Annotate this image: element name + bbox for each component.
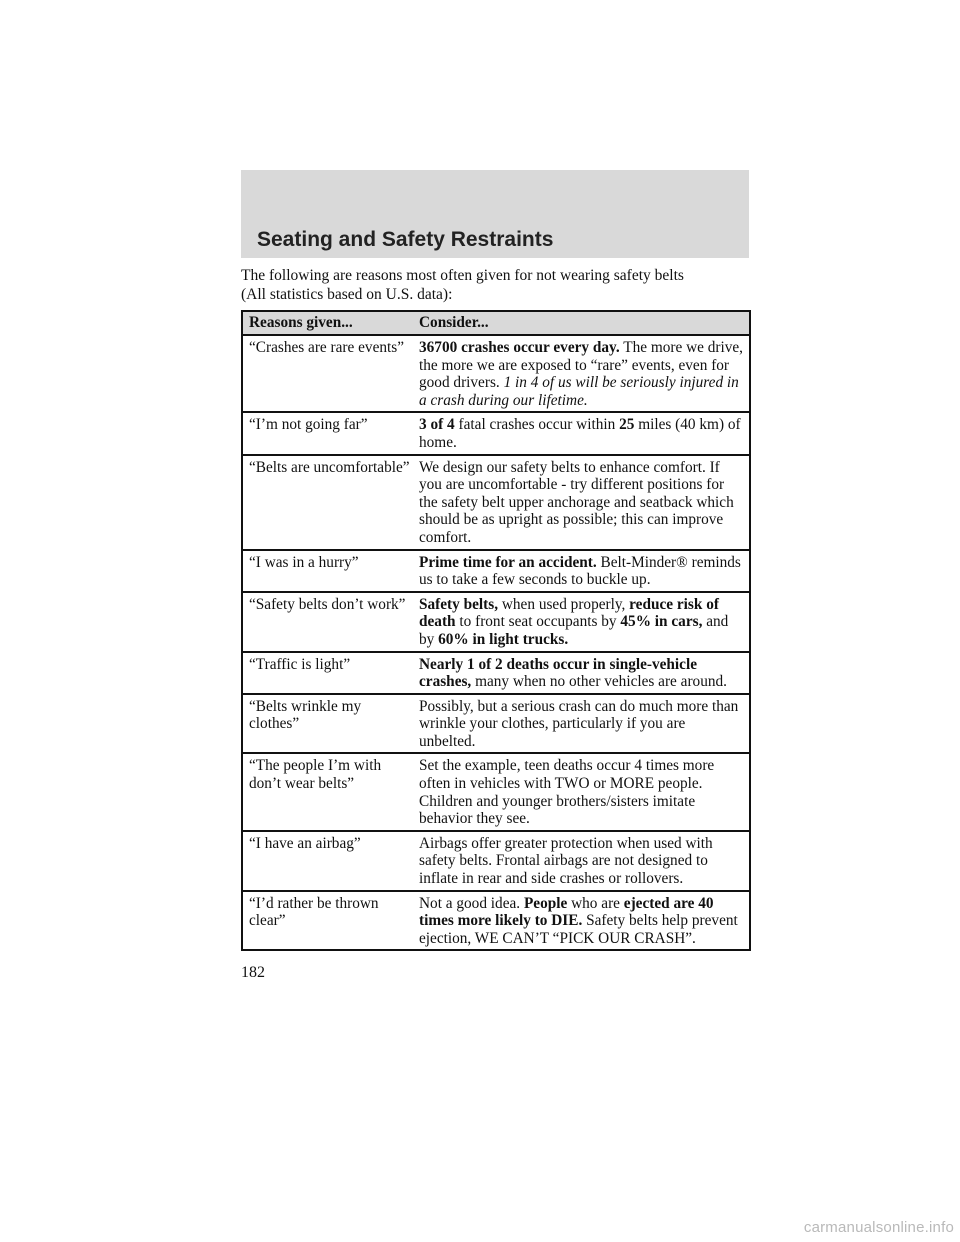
consider-cell — [419, 335, 750, 412]
consider-cell — [419, 592, 750, 652]
consider-cell — [419, 652, 750, 694]
consider-text-normal: Possibly, but a serious crash can do much more than wrinkle your clothes, particularly if you are unbelted. — [419, 697, 739, 750]
consider-text-bold: 3 of 4 — [419, 416, 455, 434]
consider-text-normal: miles (40 km) of home. — [419, 416, 741, 451]
consider-text-normal: fatal crashes occur within — [458, 416, 616, 434]
table-row — [242, 592, 750, 652]
section-title: Seating and Safety Restraints — [257, 228, 554, 251]
consider-cell — [419, 891, 750, 951]
reason-cell: “I was in a hurry” — [242, 550, 419, 592]
consider-text-normal: Safety belts help prevent ejection, WE CAN’T “PICK OUR CRASH”. — [419, 912, 738, 947]
consider-text-bold: 25 — [619, 416, 635, 434]
reason-cell: “I’m not going far” — [242, 412, 419, 454]
consider-text-normal: when used properly, — [501, 595, 626, 613]
consider-text-normal: Airbags offer greater protection when used with safety belts. Frontal airbags are not designed to inflate in rear and side crashes or rollovers. — [419, 834, 713, 888]
page-number: 182 — [241, 964, 265, 981]
consider-text-normal: Not a good idea. — [419, 894, 521, 912]
column-header-reasons: Reasons given... — [242, 311, 419, 335]
consider-text-normal: and by — [419, 613, 729, 648]
table-row — [242, 335, 750, 412]
consider-text-bold: 45% in cars, — [620, 613, 703, 631]
table-row — [242, 831, 750, 891]
consider-text-normal: The more we drive, the more we are exposed to “rare” events, even for good drivers. — [419, 339, 744, 392]
reason-cell: “Crashes are rare events” — [242, 335, 419, 412]
consider-cell — [419, 831, 750, 891]
consider-text-normal: Belt-Minder® reminds us to take a few seconds to buckle up. — [419, 553, 741, 589]
consider-text-bold: 36700 crashes occur every day. — [419, 339, 620, 356]
consider-text-normal: who are — [571, 894, 620, 912]
consider-text-normal: We design our safety belts to enhance comfort. If you are uncomfortable - try different positions for the safety belt upper anchorage and seatback which should be as upright as possible; this can improve comfort. — [419, 458, 734, 546]
consider-text-bold: Safety belts, — [419, 595, 499, 613]
consider-text-bold: ejected are 40 times more likely to DIE. — [419, 894, 714, 930]
reason-cell: “The people I’m with don’t wear belts” — [242, 753, 419, 830]
consider-text-normal: many when no other vehicles are around. — [475, 673, 727, 691]
intro-line-1: The following are reasons most often given for not wearing safety belts — [241, 267, 684, 284]
intro-text — [241, 266, 751, 304]
consider-text-bold: 60% in light trucks. — [438, 630, 569, 648]
table-header-row — [242, 311, 750, 335]
reasons-table — [241, 310, 751, 951]
table-row — [242, 753, 750, 830]
reason-cell: “I have an airbag” — [242, 831, 419, 891]
consider-text-bold: People — [523, 894, 568, 912]
consider-cell — [419, 412, 750, 454]
table-row — [242, 652, 750, 694]
consider-text-normal: Set the example, teen deaths occur 4 times more often in vehicles with TWO or MORE people. Children and younger brothers/sisters imitate behavior they see. — [419, 757, 715, 828]
consider-cell — [419, 550, 750, 592]
watermark: carmanualsonline.info — [803, 1219, 954, 1236]
table-row — [242, 891, 750, 951]
consider-text-normal: to front seat occupants by — [459, 613, 617, 631]
reason-cell: “Belts are uncomfortable” — [242, 455, 419, 550]
consider-cell — [419, 753, 750, 830]
consider-text-italic: 1 in 4 of us will be seriously injured in a crash during our lifetime. — [419, 374, 739, 409]
table-body — [242, 335, 750, 950]
table-row — [242, 550, 750, 592]
reason-cell: “I’d rather be thrown clear” — [242, 891, 419, 951]
column-header-consider: Consider... — [419, 311, 750, 335]
reason-cell: “Safety belts don’t work” — [242, 592, 419, 652]
table-row — [242, 412, 750, 454]
intro-line-2: (All statistics based on U.S. data): — [241, 286, 453, 303]
reason-cell: “Belts wrinkle my clothes” — [242, 694, 419, 754]
consider-text-bold: reduce risk of death — [419, 595, 719, 631]
consider-text-bold: Nearly 1 of 2 deaths occur in single-vehicle crashes, — [419, 655, 698, 691]
consider-cell — [419, 455, 750, 550]
table-row — [242, 455, 750, 550]
table-row — [242, 694, 750, 754]
consider-text-bold: Prime time for an accident. — [419, 553, 597, 571]
reason-cell: “Traffic is light” — [242, 652, 419, 694]
consider-cell — [419, 694, 750, 754]
